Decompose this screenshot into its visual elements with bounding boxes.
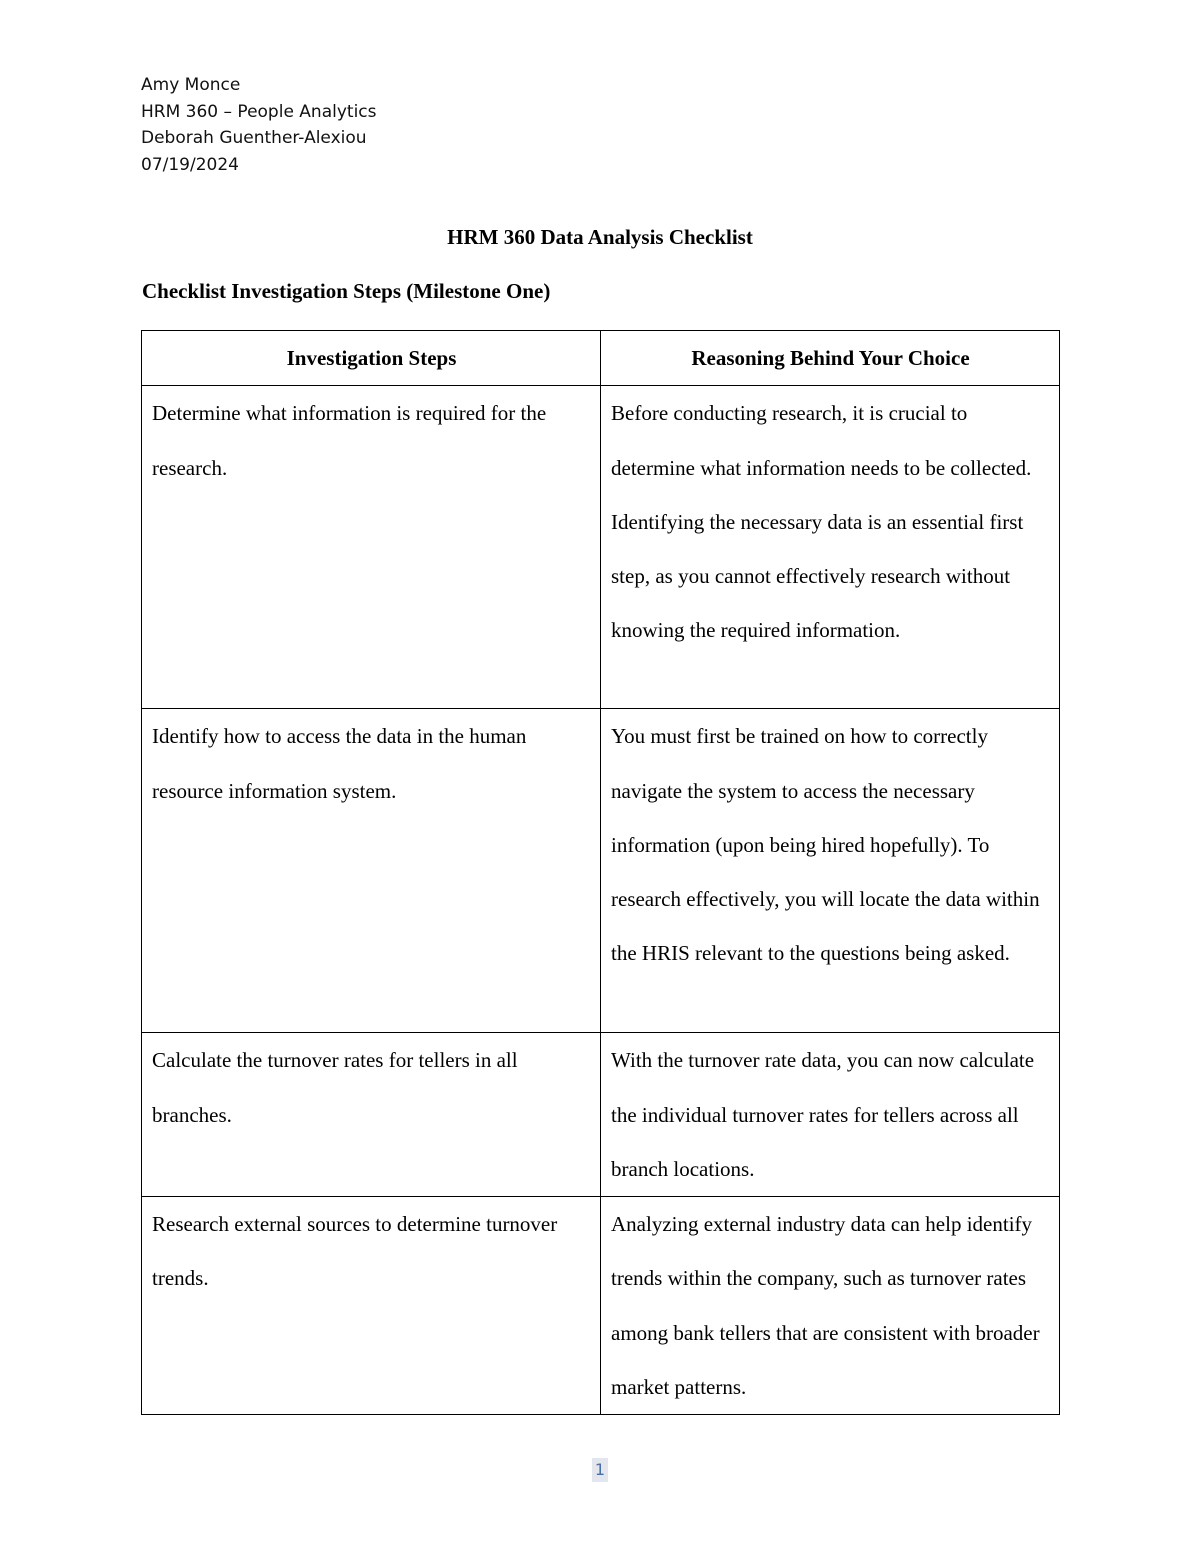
- table-row: [142, 1033, 1060, 1197]
- reasoning-cell: Before conducting research, it is crucial to determine what information needs to be collected. Identifying the necessary data is an essential first step, as you cannot effectively research without knowing the required information.: [601, 386, 1060, 709]
- step-cell: Determine what information is required for the research.: [142, 386, 601, 709]
- step-cell: Calculate the turnover rates for tellers in all branches.: [142, 1033, 601, 1197]
- table-row: [142, 709, 1060, 1033]
- table-row: [142, 386, 1060, 709]
- reasoning-cell: You must first be trained on how to correctly navigate the system to access the necessary information (upon being hired hopefully). To research effectively, you will locate the data within the HRIS relevant to the questions being asked.: [601, 709, 1060, 1033]
- step-cell: Research external sources to determine turnover trends.: [142, 1197, 601, 1415]
- reasoning-cell: With the turnover rate data, you can now calculate the individual turnover rates for tellers across all branch locations.: [601, 1033, 1060, 1197]
- section-heading: Checklist Investigation Steps (Milestone One): [142, 279, 551, 303]
- column-header-steps: Investigation Steps: [142, 331, 601, 386]
- document-date: 07/19/2024: [141, 154, 239, 175]
- document-header: [141, 72, 377, 178]
- table-row: [142, 1197, 1060, 1415]
- course-name: HRM 360 – People Analytics: [141, 101, 377, 122]
- step-cell: Identify how to access the data in the human resource information system.: [142, 709, 601, 1033]
- table-header-row: [142, 331, 1060, 386]
- document-title: HRM 360 Data Analysis Checklist: [447, 225, 753, 249]
- author-name: Amy Monce: [141, 75, 241, 95]
- column-header-reasoning: Reasoning Behind Your Choice: [601, 331, 1060, 386]
- instructor-name: Deborah Guenther-Alexiou: [141, 128, 367, 148]
- reasoning-cell: Analyzing external industry data can help identify trends within the company, such as turnover rates among bank tellers that are consistent with broader market patterns.: [601, 1197, 1060, 1415]
- checklist-table: [141, 330, 1060, 1415]
- page-number: 1: [592, 1458, 608, 1482]
